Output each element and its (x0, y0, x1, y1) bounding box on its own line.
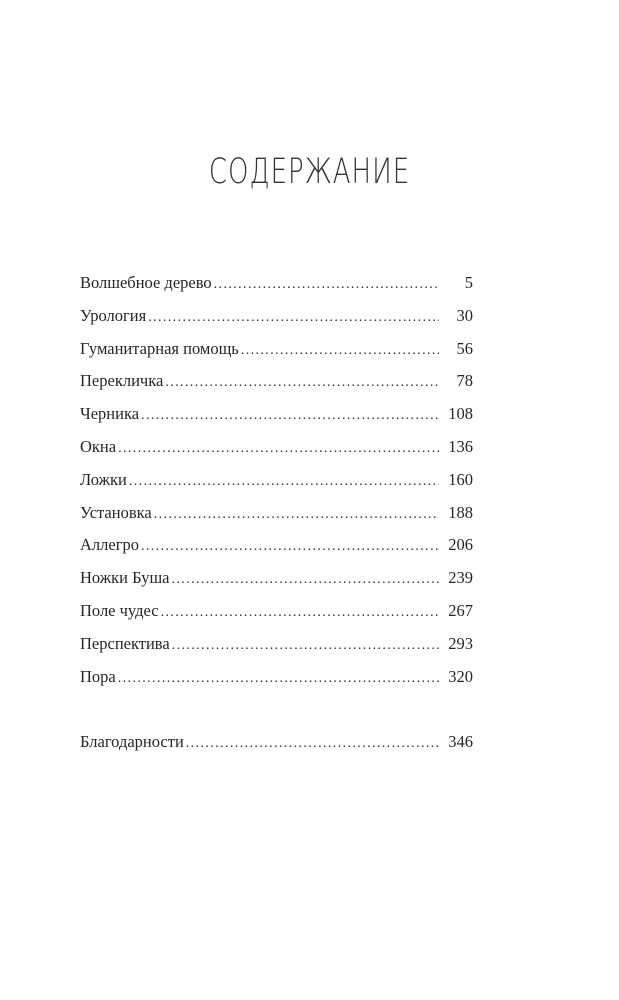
toc-dot-leader (186, 734, 439, 754)
toc-entry-title: Ложки (80, 469, 127, 489)
toc-dot-leader (141, 406, 439, 426)
toc-entry[interactable] (80, 339, 473, 372)
toc-dot-leader (214, 275, 439, 295)
toc-entry[interactable] (80, 503, 473, 536)
toc-dot-leader (118, 439, 439, 459)
toc-dot-leader (241, 341, 439, 361)
toc-entry-page: 346 (448, 732, 473, 752)
toc-entry[interactable] (80, 273, 473, 306)
toc-entry-page: 5 (464, 273, 473, 292)
toc-entry-title: Благодарности (80, 732, 184, 752)
toc-entry-title: Аллегро (80, 535, 139, 555)
toc-dot-leader (154, 505, 439, 525)
toc-entry-page: 293 (448, 633, 473, 653)
toc-entry-page: 239 (448, 568, 473, 588)
toc-entry[interactable] (80, 470, 473, 503)
toc-entry-page: 56 (456, 338, 473, 358)
toc-entry-title: Перспектива (80, 633, 170, 653)
toc-entry-page: 206 (448, 535, 473, 555)
toc-entry-title: Окна (80, 436, 117, 456)
toc-entry[interactable] (80, 535, 473, 568)
toc-dot-leader (171, 570, 439, 590)
toc-entry-page: 320 (448, 666, 473, 686)
toc-entry[interactable] (80, 634, 473, 667)
toc-entry[interactable] (80, 601, 473, 634)
toc-entry-title: Ножки Буша (80, 568, 170, 588)
toc-entry[interactable] (80, 404, 473, 437)
toc-entry-acknowledgements[interactable] (80, 732, 473, 765)
toc-entry-title: Черника (80, 404, 140, 424)
toc-entry-page: 267 (448, 600, 473, 620)
toc-section-gap (80, 699, 473, 732)
toc-entry[interactable] (80, 667, 473, 700)
toc-dot-leader (148, 308, 439, 328)
toc-entry-title: Гуманитарная помощь (80, 338, 239, 358)
toc-dot-leader (165, 373, 439, 393)
toc-entry[interactable] (80, 306, 473, 339)
toc-entry-title: Перекличка (80, 371, 164, 391)
toc-dot-leader (129, 472, 439, 492)
toc-entry-title: Пора (80, 666, 116, 686)
toc-entry-page: 188 (448, 502, 473, 522)
table-of-contents (80, 273, 473, 765)
page-title: СОДЕРЖАНИЕ (208, 152, 411, 193)
toc-entry[interactable] (80, 371, 473, 404)
toc-dot-leader (172, 636, 439, 656)
toc-entry-title: Урология (80, 305, 147, 325)
toc-entry-page: 78 (456, 371, 473, 391)
toc-entry-title: Установка (80, 502, 152, 522)
toc-entry-page: 30 (456, 305, 473, 325)
toc-entry[interactable] (80, 437, 473, 470)
toc-dot-leader (161, 603, 439, 623)
toc-dot-leader (141, 537, 439, 557)
toc-entry[interactable] (80, 568, 473, 601)
toc-entry-page: 160 (448, 469, 473, 489)
toc-dot-leader (118, 669, 439, 689)
toc-entry-title: Поле чудес (80, 600, 159, 620)
toc-entry-page: 108 (448, 404, 473, 424)
toc-entry-title: Волшебное дерево (80, 273, 212, 292)
toc-entry-page: 136 (448, 436, 473, 456)
